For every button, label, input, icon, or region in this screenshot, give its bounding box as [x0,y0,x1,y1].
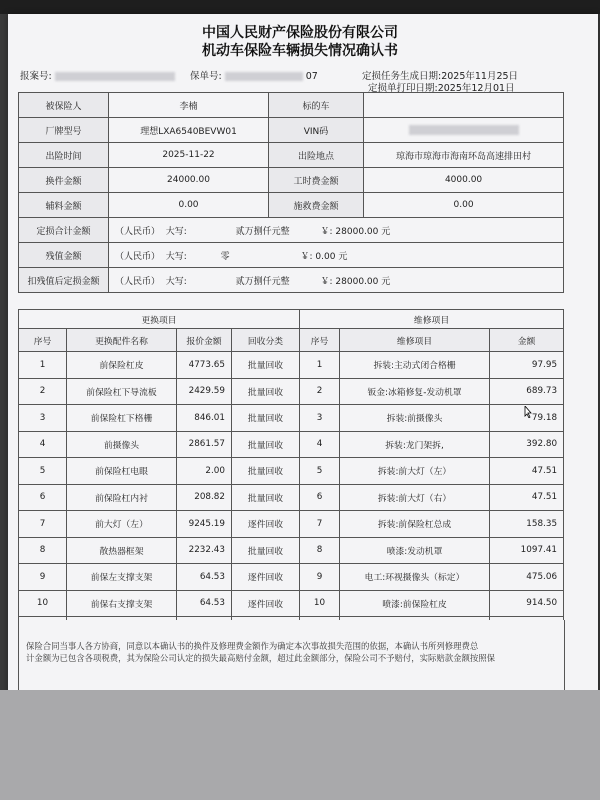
quote-price-cell: 2232.43 [177,537,232,564]
part-name-cell: 前摄像头 [67,431,177,458]
table-row [19,511,564,538]
col-header-repair-item: 维修项目 [340,329,490,352]
col-header-part-name: 更换配件名称 [67,329,177,352]
task-date-label: 定损任务生成日期: [362,71,442,82]
salvage-row [109,243,564,268]
repair-item-cell: 喷漆:发动机罩 [340,537,490,564]
col-header-recycle: 回收分类 [232,329,300,352]
replace-no-cell: 3 [19,405,67,432]
quote-price-cell: 4773.65 [177,352,232,379]
quote-price-cell: 208.82 [177,484,232,511]
salvage-caps-value: 零 [220,251,230,262]
recycle-class-cell: 批量回收 [232,537,300,564]
repair-amount-cell: 97.95 [490,352,564,379]
table-row [19,484,564,511]
recycle-class-cell: 逐件回收 [232,590,300,617]
replace-section-title: 更换项目 [19,310,300,329]
total-amount-row [109,218,564,243]
repair-item-cell: 电工:环视摄像头（标定） [340,564,490,591]
repair-no-cell: 8 [300,537,340,564]
net-caps-value: 贰万捌仟元整 [235,276,290,287]
policy-number-suffix: 07 [305,71,318,82]
recycle-class-cell: 逐件回收 [232,511,300,538]
report-number [20,68,175,82]
net-amount-label: 扣残值后定损金额 [19,268,109,293]
part-name-cell: 前保险杠内衬 [67,484,177,511]
repair-item-cell: 拆装:龙门架拆, [340,431,490,458]
net-yen: ￥: [320,276,333,287]
table-row [19,564,564,591]
total-amount-label: 定损合计金额 [19,218,109,243]
footer-disclaimer [26,640,556,664]
recycle-class-cell: 批量回收 [232,458,300,485]
repair-amount-cell: 914.50 [490,590,564,617]
repair-item-cell: 拆装:主动式闭合格栅 [340,352,490,379]
replace-no-cell: 9 [19,564,67,591]
quote-price-cell: 9245.19 [177,511,232,538]
model-value: 理想LXA6540BEVW01 [109,118,269,143]
quote-price-cell: 2.00 [177,458,232,485]
repair-amount-cell: 79.18 [490,405,564,432]
repair-no-cell: 2 [300,378,340,405]
target-vehicle-value [364,93,564,118]
aux-amount-label: 辅料金额 [19,193,109,218]
model-label: 厂牌型号 [19,118,109,143]
repair-amount-cell: 47.51 [490,484,564,511]
table-row [19,537,564,564]
recycle-class-cell: 批量回收 [232,484,300,511]
aux-amount-value: 0.00 [109,193,269,218]
insured-value: 李楠 [109,93,269,118]
rescue-amount-label: 施救费金额 [269,193,364,218]
part-name-cell: 散热器框架 [67,537,177,564]
table-row [19,352,564,379]
labor-amount-value: 4000.00 [364,168,564,193]
repair-no-cell: 4 [300,431,340,458]
footer-line-1: 保险合同当事人各方协商，同意以本确认书的换件及修理费金额作为确定本次事故损失范围的依据，本确认书所列修理费总 [26,641,479,651]
items-table [18,309,564,644]
total-yen: ￥: [320,226,333,237]
recycle-class-cell: 批量回收 [232,352,300,379]
accident-place-value: 琼海市琼海市海南环岛高速排田村 [364,143,564,168]
accident-date-label: 出险时间 [19,143,109,168]
target-vehicle-label: 标的车 [269,93,364,118]
repair-amount-cell: 1097.41 [490,537,564,564]
replace-no-cell: 5 [19,458,67,485]
repair-item-cell: 钣金:冰箱修复-发动机罩 [340,378,490,405]
policy-number-label: 保单号: [190,71,222,82]
print-date-value: 2025年12月01日 [437,83,515,94]
total-caps-value: 贰万捌仟元整 [235,226,290,237]
repair-item-cell: 拆装:前大灯（右） [340,484,490,511]
total-yuan: 元 [381,226,391,237]
desk-surface [0,690,600,800]
repair-item-cell: 喷漆:前保险杠皮 [340,590,490,617]
repair-amount-cell: 47.51 [490,458,564,485]
col-header-replace-no: 序号 [19,329,67,352]
net-amount-row [109,268,564,293]
salvage-rmb: （人民币） [115,251,161,262]
net-value: 28000.00 [335,276,379,287]
rescue-amount-value: 0.00 [364,193,564,218]
policy-number [190,68,318,82]
accident-date-value: 2025-11-22 [109,143,269,168]
accident-place-label: 出险地点 [269,143,364,168]
repair-no-cell: 1 [300,352,340,379]
part-name-cell: 前保险杠电眼 [67,458,177,485]
total-caps-label: 大写: [165,226,187,237]
net-yuan: 元 [381,276,391,287]
parts-amount-value: 24000.00 [109,168,269,193]
repair-amount-cell: 158.35 [490,511,564,538]
recycle-class-cell: 批量回收 [232,378,300,405]
net-caps-label: 大写: [165,276,187,287]
parts-amount-label: 换件金额 [19,168,109,193]
table-row [19,431,564,458]
repair-item-cell: 拆装:前大灯（左） [340,458,490,485]
salvage-caps-label: 大写: [165,251,187,262]
part-name-cell: 前保险杠下格栅 [67,405,177,432]
salvage-label: 残值金额 [19,243,109,268]
footer-line-2: 计金额为已包含各项税费，其为保险公司认定的损失最高赔付金额，超过此金额部分，保险公司不予赔付，实际赔款金额按照保 [26,653,495,663]
replace-no-cell: 2 [19,378,67,405]
repair-no-cell: 9 [300,564,340,591]
recycle-class-cell: 批量回收 [232,431,300,458]
policy-number-redacted [225,72,303,81]
total-value: 28000.00 [335,226,379,237]
replace-no-cell: 6 [19,484,67,511]
replace-no-cell: 10 [19,590,67,617]
replace-no-cell: 4 [19,431,67,458]
total-rmb: （人民币） [115,226,161,237]
vin-label: VIN码 [269,118,364,143]
col-header-repair-no: 序号 [300,329,340,352]
document-title: 机动车保险车辆损失情况确认书 [202,43,398,59]
quote-price-cell: 846.01 [177,405,232,432]
part-name-cell: 前保左支撑支架 [67,564,177,591]
replace-no-cell: 1 [19,352,67,379]
repair-no-cell: 5 [300,458,340,485]
company-name: 中国人民财产保险股份有限公司 [202,25,398,41]
repair-section-title: 维修项目 [300,310,564,329]
repair-item-cell: 拆装:前摄像头 [340,405,490,432]
monitor-bezel-top [0,0,600,14]
repair-amount-cell: 392.80 [490,431,564,458]
repair-amount-cell: 689.73 [490,378,564,405]
col-header-quote: 报价金额 [177,329,232,352]
repair-no-cell: 6 [300,484,340,511]
part-name-cell: 前保险杠皮 [67,352,177,379]
table-row [19,590,564,617]
col-header-amount: 金额 [490,329,564,352]
repair-amount-cell: 475.06 [490,564,564,591]
part-name-cell: 前保险杠下导流板 [67,378,177,405]
vin-redacted [409,125,519,135]
quote-price-cell: 64.53 [177,590,232,617]
repair-item-cell: 拆装:前保险杠总成 [340,511,490,538]
table-row [19,378,564,405]
quote-price-cell: 64.53 [177,564,232,591]
vehicle-info-table [18,92,564,293]
labor-amount-label: 工时费金额 [269,168,364,193]
part-name-cell: 前大灯（左） [67,511,177,538]
report-number-redacted [55,72,175,81]
repair-no-cell: 10 [300,590,340,617]
table-row [19,405,564,432]
recycle-class-cell: 批量回收 [232,405,300,432]
part-name-cell: 前保右支撑支架 [67,590,177,617]
task-date-value: 2025年11月25日 [441,71,519,82]
vin-value [364,118,564,143]
repair-no-cell: 7 [300,511,340,538]
quote-price-cell: 2429.59 [177,378,232,405]
print-date-label: 定损单打印日期: [368,83,438,94]
table-row [19,458,564,485]
insured-label: 被保险人 [19,93,109,118]
recycle-class-cell: 逐件回收 [232,564,300,591]
net-rmb: （人民币） [115,276,161,287]
replace-no-cell: 8 [19,537,67,564]
report-number-label: 报案号: [20,71,52,82]
salvage-yuan: 元 [338,251,348,262]
replace-no-cell: 7 [19,511,67,538]
salvage-yen: ￥: [300,251,313,262]
mouse-cursor-icon [524,406,532,418]
quote-price-cell: 2861.57 [177,431,232,458]
repair-no-cell: 3 [300,405,340,432]
salvage-value: 0.00 [315,251,336,262]
